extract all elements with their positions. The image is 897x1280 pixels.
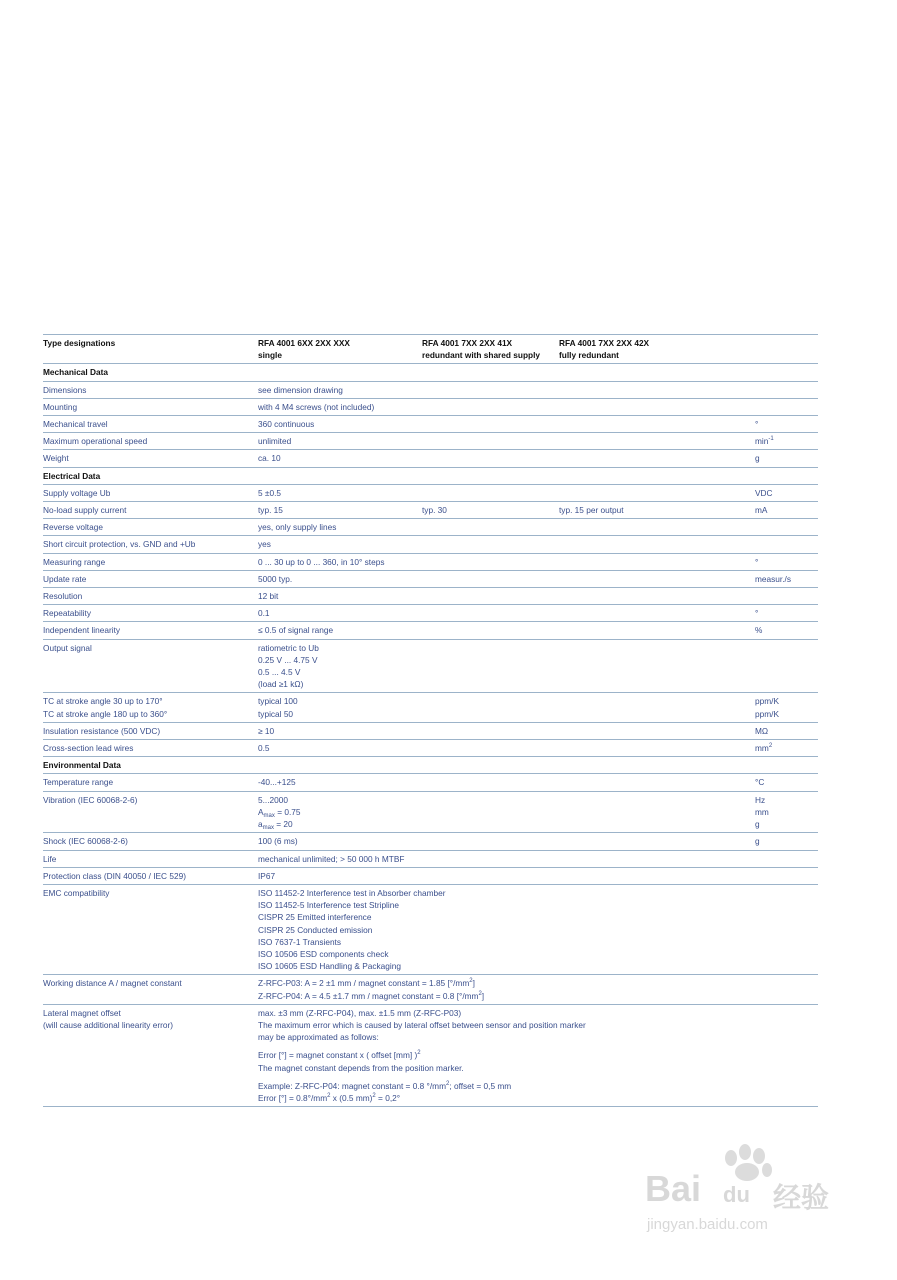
table-row: Independent linearity ≤ 0.5 of signal range % <box>43 621 818 638</box>
header-col-shared: RFA 4001 7XX 2XX 41X redundant with shared supply <box>422 338 541 361</box>
table-row: Maximum operational speed unlimited $\min^{-1}$ <box>43 432 818 449</box>
spec-table <box>43 334 818 1107</box>
table-row: Weight ca. 10 g <box>43 449 818 466</box>
table-row: No-load supply current typ. 15 typ. 30 typ. 15 per output mA <box>43 501 818 518</box>
header-col-redundant: RFA 4001 7XX 2XX 42X fully redundant <box>559 338 650 361</box>
table-row: Insulation resistance (500 VDC) ≥ 10 MΩ <box>43 722 818 739</box>
table-row: Life mechanical unlimited; > 50 000 h MTBF <box>43 850 818 867</box>
table-row: Dimensions see dimension drawing <box>43 381 818 398</box>
table-row: Mounting with 4 M4 screws (not included) <box>43 398 818 415</box>
table-row: Temperature range -40...+125 °C <box>43 773 818 790</box>
watermark-cn: 经验 <box>773 1182 830 1213</box>
table-row: EMC compatibility ISO 11452-2 Interference test in Absorber chamber ISO 11452-5 Interference test Stripline CISPR 25 Emitted interference CISPR 25 Conducted emission ISO 7637-1 Transients ISO 10506 ESD components check ISO 10605 ESD Handling & Packaging <box>43 884 818 974</box>
section-environmental: Environmental Data <box>43 756 818 773</box>
table-row: Short circuit protection, vs. GND and +Ub yes <box>43 535 818 552</box>
table-row: TC at stroke angle 30 up to 170° TC at stroke angle 180 up to 360° typical 100 typical 50 ppm/K ppm/K <box>43 692 818 721</box>
table-row: Vibration (IEC 60068-2-6) 5...2000 $A_{max} = 0.75$ $a_{max} = 20$ Hz mm g <box>43 791 818 833</box>
header-label: Type designations <box>43 338 116 348</box>
table-row: Update rate 5000 typ. measur./s <box>43 570 818 587</box>
table-row: Repeatability 0.1 ° <box>43 604 818 621</box>
watermark-brand-2: du <box>723 1182 750 1207</box>
watermark-url: jingyan.baidu.com <box>647 1216 768 1233</box>
header-col-single: RFA 4001 6XX 2XX XXX single <box>258 338 350 361</box>
watermark-brand: Bai <box>645 1168 702 1209</box>
table-row: Shock (IEC 60068-2-6) 100 (6 ms) g <box>43 832 818 849</box>
table-header <box>43 334 818 363</box>
table-row: Working distance A / magnet constant Z-RFC-P03: A = 2 ±1 mm / magnet constant = 1.85 $[^\circ/mm^2]$ Z-RFC-P04: A = 4.5 ±1.7 mm / magnet constant = 0.8 $[^\circ/mm^2]$ <box>43 974 818 1003</box>
table-row: Reverse voltage yes, only supply lines <box>43 518 818 535</box>
table-row: Resolution 12 bit <box>43 587 818 604</box>
table-row: Measuring range 0 ... 30 up to 0 ... 360, in 10° steps ° <box>43 553 818 570</box>
table-row: Mechanical travel 360 continuous ° <box>43 415 818 432</box>
table-row: Protection class (DIN 40050 / IEC 529) IP67 <box>43 867 818 884</box>
table-row: Output signal ratiometric to Ub 0.25 V ... 4.75 V 0.5 ... 4.5 V (load ≥1 kΩ) <box>43 639 818 693</box>
table-row: Lateral magnet offset (will cause additional linearity error) max. ±3 mm (Z-RFC-P04), max. ±1.5 mm (Z-RFC-P03) The maximum error which is caused by lateral offset between sensor and position marker may be approximated as follows: Error [°] = magnet constant x ( offset [mm] )$^2$ The magnet constant depends from the position marker. Example: Z-RFC-P04: magnet constant = 0.8 $^\circ/mm^2$; offset = 0,5 mm Error [°] = $0.8^\circ/mm^2$ x (0.5 mm)$^2$ = 0,2° <box>43 1004 818 1107</box>
watermark-logo <box>645 1140 845 1233</box>
section-electrical: Electrical Data <box>43 467 818 484</box>
table-row: Cross-section lead wires 0.5 $mm^2$ <box>43 739 818 756</box>
section-mechanical: Mechanical Data <box>43 363 818 380</box>
table-row: Supply voltage Ub 5 ±0.5 VDC <box>43 484 818 501</box>
